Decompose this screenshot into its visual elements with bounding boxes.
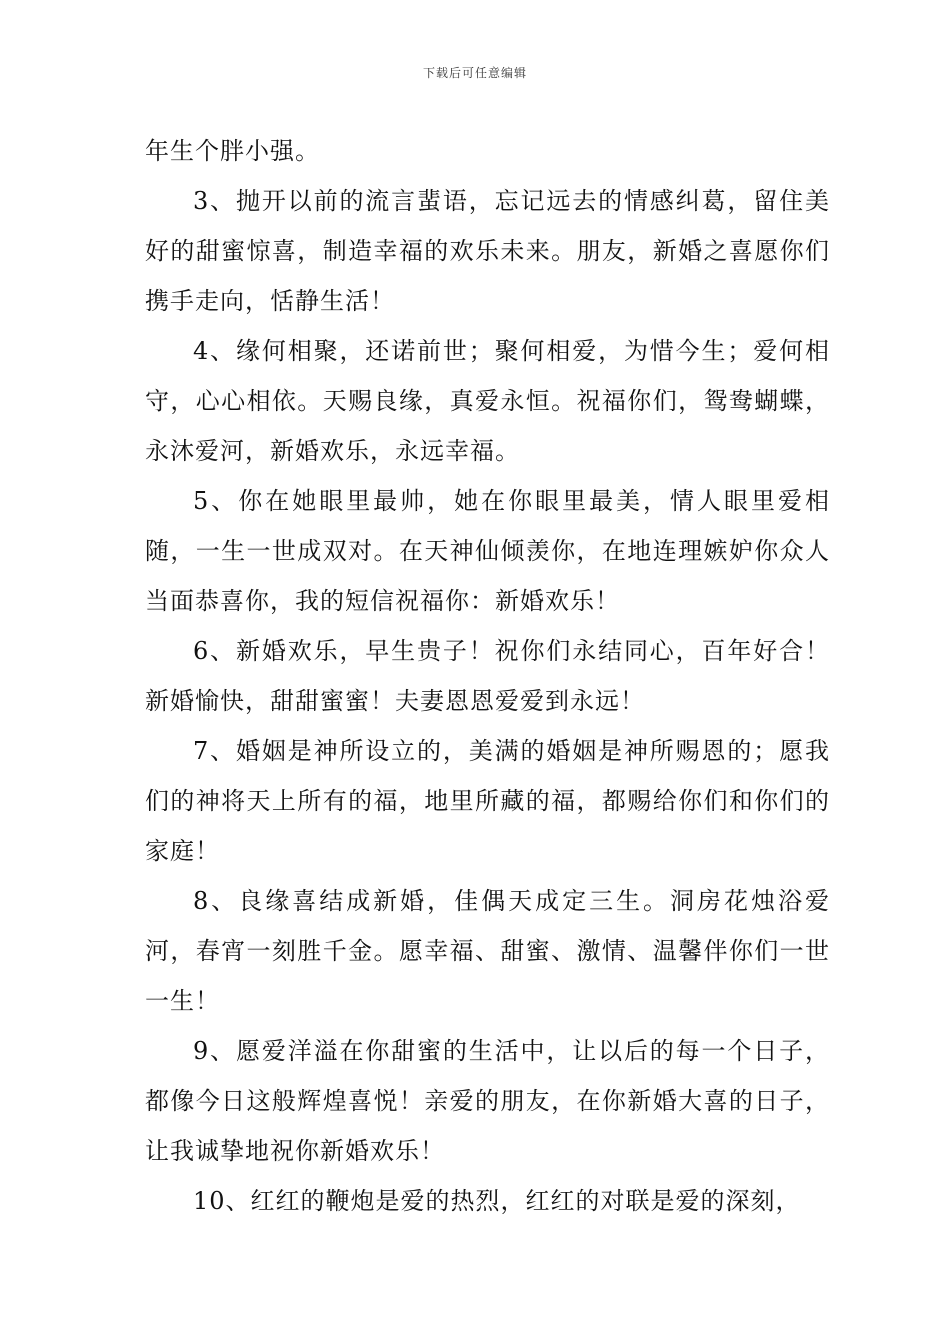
paragraph-item-10: 10、红红的鞭炮是爱的热烈，红红的对联是爱的深刻，	[193, 1187, 801, 1215]
paragraph-item-8: 8、良缘喜结成新婚，佳偶天成定三生。洞房花烛浴爱河，春宵一刻胜千金。愿幸福、甜蜜、激情、温馨伴你们一世一生！	[145, 887, 830, 1015]
paragraph-item-5: 5、你在她眼里最帅，她在你眼里最美，情人眼里爱相随，一生一世成双对。在天神仙倾羡你，在地连理嫉妒你众人当面恭喜你，我的短信祝福你：新婚欢乐！	[145, 487, 830, 615]
document-body	[145, 126, 830, 1226]
paragraph-continuation: 年生个胖小强。	[145, 137, 320, 165]
page-header: 下载后可任意编辑	[422, 66, 527, 80]
paragraph-item-6: 6、新婚欢乐，早生贵子！祝你们永结同心，百年好合！新婚愉快，甜甜蜜蜜！夫妻恩恩爱爱到永远！	[145, 637, 830, 715]
paragraph-item-9: 9、愿爱洋溢在你甜蜜的生活中，让以后的每一个日子，都像今日这般辉煌喜悦！亲爱的朋友，在你新婚大喜的日子，让我诚挚地祝你新婚欢乐！	[145, 1037, 830, 1165]
paragraph-item-4: 4、缘何相聚，还诺前世；聚何相爱，为惜今生；爱何相守，心心相依。天赐良缘，真爱永恒。祝福你们，鸳鸯蝴蝶，永沐爱河，新婚欢乐，永远幸福。	[145, 337, 830, 465]
paragraph-item-3: 3、抛开以前的流言蜚语，忘记远去的情感纠葛，留住美好的甜蜜惊喜，制造幸福的欢乐未来。朋友，新婚之喜愿你们携手走向，恬静生活！	[145, 187, 830, 315]
paragraph-item-7: 7、婚姻是神所设立的，美满的婚姻是神所赐恩的；愿我们的神将天上所有的福，地里所藏的福，都赐给你们和你们的家庭！	[145, 737, 830, 865]
